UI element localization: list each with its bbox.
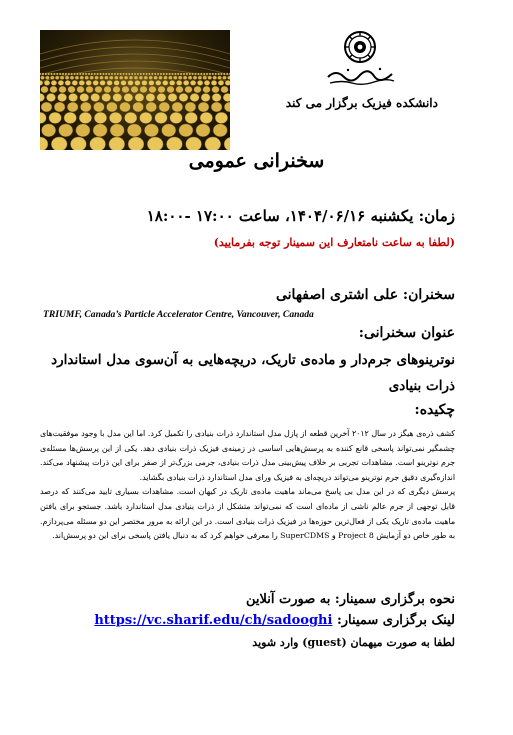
detector-tube — [140, 112, 153, 123]
detector-tube — [154, 73, 156, 75]
detector-tube — [212, 86, 220, 93]
time-notice: (لطفا به ساعت نامتعارف این سمینار توجه بفرمایید) — [213, 236, 455, 249]
detector-tube — [109, 76, 113, 80]
detector-tube — [211, 102, 222, 112]
detector-tube — [79, 112, 92, 123]
detector-tube — [53, 73, 55, 75]
detector-tube — [71, 73, 73, 75]
detector-image — [40, 30, 230, 150]
detector-tube — [200, 112, 213, 123]
detector-tube — [114, 76, 118, 80]
detector-tube — [223, 73, 225, 75]
detector-tube — [168, 93, 177, 101]
detector-tube — [223, 93, 230, 101]
detector-tube — [162, 80, 168, 85]
detector-tube — [168, 76, 172, 80]
detector-tube — [40, 76, 44, 80]
detector-tube — [179, 93, 188, 101]
detector-tube — [76, 124, 90, 137]
detector-tube — [218, 80, 224, 85]
detector-tube — [137, 73, 139, 75]
detector-tube — [104, 76, 108, 80]
detector-tube — [170, 112, 183, 123]
detector-tube — [50, 76, 54, 80]
detector-tube — [73, 73, 75, 75]
detector-tube — [154, 76, 158, 80]
detector-tube — [180, 73, 182, 75]
detector-tube — [149, 80, 155, 85]
detector-tube — [140, 86, 148, 93]
detector-tube — [56, 73, 58, 75]
detector-tube — [129, 76, 133, 80]
detector-tube — [193, 76, 197, 80]
detector-tube — [215, 112, 228, 123]
detector-tube — [163, 76, 167, 80]
detector-tube — [114, 80, 120, 85]
detector-tube — [186, 73, 188, 75]
detector-tube — [94, 73, 96, 75]
detector-tube — [67, 102, 78, 112]
detector-tube — [93, 102, 104, 112]
detector-tube — [58, 93, 67, 101]
detector-tube — [40, 137, 48, 150]
detector-tube — [168, 73, 170, 75]
detector-tube — [93, 80, 99, 85]
detector-tube — [224, 102, 230, 112]
detector-tube — [127, 124, 141, 137]
guest-login-note: لطفا به صورت میهمان (guest) وارد شوید — [252, 636, 455, 649]
detector-tube — [189, 73, 191, 75]
detector-tube — [108, 73, 110, 75]
detector-tube — [157, 93, 166, 101]
detector-tube — [107, 80, 113, 85]
detector-tube — [70, 76, 74, 80]
detector-tube — [169, 80, 175, 85]
detector-tube — [174, 73, 176, 75]
detector-tube — [64, 112, 77, 123]
detector-tube — [194, 86, 202, 93]
detector-tube — [95, 86, 103, 93]
detector-tube — [65, 80, 71, 85]
detector-tube — [79, 80, 85, 85]
detector-tube — [117, 73, 119, 75]
detector-tube — [80, 76, 84, 80]
detector-tube — [80, 93, 89, 101]
detector-tube — [99, 73, 101, 75]
detector-tube — [135, 80, 141, 85]
detector-tube — [41, 124, 55, 137]
detector-tube — [166, 137, 182, 150]
detector-tube — [86, 80, 92, 85]
detector-tube — [146, 93, 155, 101]
detector-tube — [183, 80, 189, 85]
detector-tube — [139, 76, 143, 80]
detector-tube — [178, 76, 182, 80]
detector-tube — [75, 76, 79, 80]
detector-tube — [114, 73, 116, 75]
detector-tube — [106, 102, 117, 112]
abstract-heading: چکیده: — [414, 402, 455, 418]
detector-tube — [176, 80, 182, 85]
detector-tube — [217, 73, 219, 75]
detector-tube — [226, 73, 228, 75]
detector-tube — [102, 93, 111, 101]
detector-tube — [151, 73, 153, 75]
talk-title: نوترینوهای جرم‌دار و ماده‌ی تاریک، دریچه‌هایی به آن‌سوی مدل استاندارد ذرات بنیادی — [51, 352, 455, 394]
detector-tube — [172, 102, 183, 112]
detector-tube — [225, 80, 230, 85]
detector-tube — [55, 76, 59, 80]
detector-tube — [125, 73, 127, 75]
detector-tube — [149, 86, 157, 93]
seminar-mode: نحوه برگزاری سمینار: به صورت آنلاین — [245, 592, 455, 607]
detector-tube — [88, 73, 90, 75]
detector-tube — [211, 80, 217, 85]
detector-tube — [209, 73, 211, 75]
detector-tube — [45, 76, 49, 80]
detector-tube — [120, 102, 131, 112]
detector-tube — [147, 137, 163, 150]
abstract-paragraph-1: کشف ذره‌ی هیگز در سال ۲۰۱۲ آخرین قطعه از پازل مدل استاندارد ذرات بنیادی را تکمیل کرد. اما این مدل با وجود موفقیت‌های چشمگیر نمی‌تواند پاسخی قانع کننده به پرسش‌هایی اساسی در زمینه‌ی فیزیک ذرات بنیادی دهد. یکی از این پرسش‌ها مسئله‌ی جرم نوترینو است. مشاهدات تجربی بر خلاف پیش‌بینی مدل ذرات بنیادی، جرمی بزرگ‌تر از صفر برای این ذرات پیشنهاد می‌کند. اندازه‌گیری دقیق جرم نوترینو می‌تواند دریچه‌ای به فیزیک ورای مدل استاندارد ذرات بنیادی بگشاید. — [40, 429, 455, 482]
detector-tube — [188, 76, 192, 80]
detector-tube — [177, 73, 179, 75]
speaker-affiliation: TRIUMF, Canada’s Particle Accelerator Centre, Vancouver, Canada — [43, 309, 314, 320]
detector-tube — [134, 73, 136, 75]
detector-tube — [171, 73, 173, 75]
detector-tube — [91, 73, 93, 75]
detector-tube — [109, 137, 125, 150]
detector-tube — [166, 73, 168, 75]
detector-tube — [179, 124, 193, 137]
detector-tube — [82, 73, 84, 75]
detector-tube — [46, 93, 55, 101]
detector-tube — [51, 80, 57, 85]
detector-tube — [54, 102, 65, 112]
detector-tube — [41, 102, 52, 112]
detector-tube — [59, 73, 61, 75]
detector-tube — [49, 112, 62, 123]
detector-tube — [128, 137, 144, 150]
detector-tube — [204, 80, 210, 85]
detector-tube — [227, 76, 230, 80]
detector-tube — [186, 137, 202, 150]
detector-tube — [206, 73, 208, 75]
detector-tube — [45, 73, 47, 75]
detector-tube — [65, 76, 69, 80]
detector-tube — [158, 76, 162, 80]
page-title: سخنرانی عمومی — [188, 150, 325, 172]
detector-tube — [62, 73, 64, 75]
detector-tube — [197, 80, 203, 85]
detector-tube — [72, 80, 78, 85]
detector-tube — [40, 80, 43, 85]
event-datetime: زمان: یکشنبه ۱۴۰۴/۰۶/۱۶، ساعت ۱۷:۰۰ -۱۸:۰۰ — [146, 207, 455, 225]
sharif-logo — [322, 27, 402, 89]
detector-tube — [121, 80, 127, 85]
detector-tube — [144, 76, 148, 80]
detector-image-graphic — [40, 30, 230, 150]
detector-tube — [157, 73, 159, 75]
detector-tube — [124, 112, 137, 123]
detector-tube — [190, 93, 199, 101]
detector-tube — [134, 76, 138, 80]
detector-tube — [212, 73, 214, 75]
detector-tube — [205, 137, 221, 150]
detector-tube — [203, 73, 205, 75]
detector-tube — [176, 86, 184, 93]
detector-tube — [221, 86, 229, 93]
detector-tube — [198, 102, 209, 112]
detector-tube — [144, 124, 158, 137]
detector-tube — [183, 73, 185, 75]
detector-tube — [113, 93, 122, 101]
detector-tube — [158, 86, 166, 93]
detector-tube — [203, 76, 207, 80]
detector-tube — [40, 73, 41, 75]
detector-tube — [113, 86, 121, 93]
detector-tube — [203, 86, 211, 93]
detector-tube — [222, 76, 226, 80]
detector-tube — [60, 76, 64, 80]
detector-tube — [70, 137, 86, 150]
detector-tube — [90, 76, 94, 80]
detector-tube — [185, 86, 193, 93]
detector-tube — [128, 73, 130, 75]
detector-tube — [122, 86, 130, 93]
detector-tube — [218, 76, 222, 80]
detector-tube — [159, 102, 170, 112]
seminar-link-label: لینک برگزاری سمینار: — [336, 613, 455, 628]
detector-tube — [140, 73, 142, 75]
detector-tube — [77, 86, 85, 93]
detector-tube — [111, 73, 113, 75]
abstract-paragraph-2: پرسش دیگری که در این مدل بی پاسخ می‌ماند ماهیت ماده‌ی تاریک در کیهان است. مشاهدات بسیاری تایید می‌کنند که درصد قابل توجهی از جرم عالم ناشی از ماده‌ای است که نمی‌تواند متشکل از ذرات بنیادی مدل استاندارد باشد. جستجو برای یافتن ماهیت ماده‌ی تاریک یکی از فعال‌ترین حوزه‌ها در فیزیک ذرات بنیادی است. در این ارائه به مرور مختصر این دو مسئله می‌پردازم. به طور خاص دو آزمایش Project 8 و SuperCDMS را معرفی خواهم کرد که به دنبال یافتن پاسخی برای این دو پرسش‌اند. — [40, 487, 455, 541]
detector-tube — [102, 73, 104, 75]
detector-tube — [109, 112, 122, 123]
detector-tube — [105, 73, 107, 75]
detector-tube — [135, 93, 144, 101]
detector-tube — [122, 73, 124, 75]
detector-tube — [143, 73, 145, 75]
detector-tube — [146, 102, 157, 112]
detector-tube — [198, 76, 202, 80]
detector-tube — [185, 112, 198, 123]
detector-tube — [155, 112, 168, 123]
detector-tube — [59, 86, 67, 93]
detector-tube — [40, 112, 46, 123]
detector-tube — [220, 73, 222, 75]
detector-tube — [85, 76, 89, 80]
detector-tube — [94, 112, 107, 123]
detector-tube — [215, 73, 217, 75]
detector-tube — [76, 73, 78, 75]
detector-tube — [95, 76, 99, 80]
detector-tube — [40, 93, 45, 101]
detector-tube — [96, 73, 98, 75]
detector-tube — [41, 86, 49, 93]
sharif-emblem-icon — [322, 27, 402, 89]
detector-tube — [93, 124, 107, 137]
detector-tube — [131, 86, 139, 93]
detector-tube — [124, 76, 128, 80]
detector-tube — [47, 73, 49, 75]
detector-tube — [110, 124, 124, 137]
detector-tube — [160, 73, 162, 75]
detector-tube — [185, 102, 196, 112]
detector-tube — [99, 76, 103, 80]
detector-tube — [51, 137, 67, 150]
detector-tube — [131, 73, 133, 75]
detector-tube — [69, 93, 78, 101]
detector-tube — [190, 80, 196, 85]
speaker-name: سخنران: علی اشتری اصفهانی — [275, 287, 455, 303]
detector-tube — [148, 73, 150, 75]
detector-tube — [85, 73, 87, 75]
detector-tube — [163, 73, 165, 75]
detector-tube — [200, 73, 202, 75]
detector-tube — [65, 73, 67, 75]
detector-tube — [42, 73, 44, 75]
detector-tube — [149, 76, 153, 80]
detector-tube — [167, 86, 175, 93]
detector-tube — [212, 93, 221, 101]
detector-tube — [155, 80, 161, 85]
detector-tube — [197, 73, 199, 75]
detector-tube — [80, 102, 91, 112]
detector-tube — [44, 80, 50, 85]
talk-title-heading: عنوان سخنرانی: — [358, 325, 455, 341]
faculty-announcement: دانشکده فیزیک برگزار می کند — [285, 96, 438, 110]
detector-tube — [145, 73, 147, 75]
detector-tube — [58, 80, 64, 85]
abstract-body — [40, 427, 455, 544]
detector-tube — [208, 76, 212, 80]
detector-tube — [133, 102, 144, 112]
detector-tube — [128, 80, 134, 85]
detector-tube — [68, 86, 76, 93]
detector-tube — [119, 73, 121, 75]
seminar-link[interactable]: https://vc.sharif.edu/ch/sadooghi — [94, 613, 333, 628]
detector-tube — [79, 73, 81, 75]
detector-tube — [50, 86, 58, 93]
detector-tube — [224, 137, 230, 150]
detector-tube — [50, 73, 52, 75]
detector-tube — [91, 93, 100, 101]
detector-tube — [68, 73, 70, 75]
detector-tube — [173, 76, 177, 80]
detector-tube — [90, 137, 106, 150]
detector-tube — [86, 86, 94, 93]
detector-tube — [196, 124, 210, 137]
detector-tube — [201, 93, 210, 101]
detector-tube — [213, 124, 227, 137]
detector-tube — [119, 76, 123, 80]
detector-tube — [142, 80, 148, 85]
detector-tube — [213, 76, 217, 80]
detector-tube — [100, 80, 106, 85]
detector-tube — [191, 73, 193, 75]
detector-tube — [124, 93, 133, 101]
seminar-link-row — [94, 613, 455, 628]
detector-tube — [194, 73, 196, 75]
detector-tube — [183, 76, 187, 80]
detector-tube — [229, 73, 230, 75]
detector-tube — [162, 124, 176, 137]
detector-tube — [104, 86, 112, 93]
detector-tube — [59, 124, 73, 137]
